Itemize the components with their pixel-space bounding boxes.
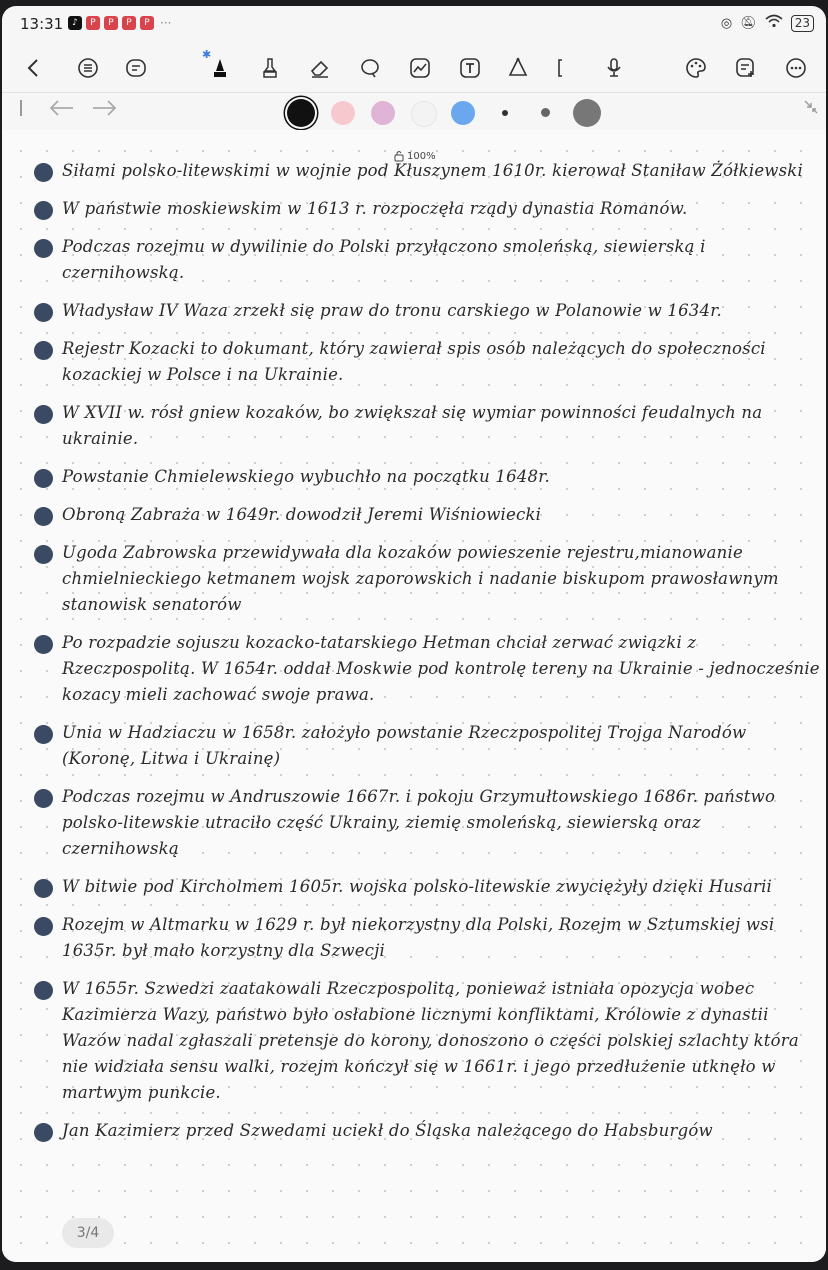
pen-icon[interactable] bbox=[206, 54, 234, 82]
color-swatch-lilac[interactable] bbox=[371, 101, 395, 125]
list-item[interactable] bbox=[32, 464, 822, 490]
collapse-icon[interactable] bbox=[802, 98, 820, 120]
text-recognize-icon[interactable] bbox=[122, 54, 150, 82]
zoom-level: 100% bbox=[407, 150, 436, 162]
bluetooth-pen-icon: ✱ bbox=[202, 48, 212, 61]
note-text: Siłami polsko-litewskimi w wojnie pod Kłuszynem 1610r. kierował Staniław Żółkiewski bbox=[62, 161, 803, 180]
bullet-icon bbox=[34, 239, 53, 258]
bullet-icon bbox=[34, 507, 53, 526]
outline-icon[interactable] bbox=[74, 54, 102, 82]
bullet-icon bbox=[34, 341, 53, 360]
list-item[interactable] bbox=[32, 336, 822, 388]
stroke-size-small[interactable] bbox=[502, 110, 508, 116]
nfc-icon: ◎ bbox=[720, 15, 733, 31]
color-swatch-white[interactable] bbox=[411, 101, 437, 127]
bullet-icon bbox=[34, 545, 53, 564]
battery-indicator: 23 bbox=[791, 15, 814, 32]
note-text: Po rozpadzie sojuszu kozacko-tatarskiego Hetman chciał zerwać związki z Rzeczpospolitą. W 1654r. oddał Moskwie pod kontrolę tereny na Ukrainie - jednocześnie kozacy mieli zachować swoje prawa. bbox=[62, 633, 820, 704]
list-item[interactable] bbox=[32, 784, 822, 862]
bullet-icon bbox=[34, 981, 53, 1000]
note-text: Jan Kazimierz przed Szwedami uciekł do Śląska należącego do Habsburgów bbox=[62, 1121, 713, 1140]
list-item[interactable] bbox=[32, 400, 822, 452]
note-text: Rejestr Kozacki to dokumant, który zawierał spis osób należących do społeczności kozackiej w Polsce i na Ukrainie. bbox=[62, 339, 766, 384]
shape-icon[interactable] bbox=[504, 54, 532, 82]
note-text: W bitwie pod Kircholmem 1605r. wojska polsko-litewskie zwyciężyły dzięki Husarii bbox=[62, 877, 773, 896]
list-item[interactable] bbox=[32, 1118, 822, 1144]
color-swatch-black[interactable] bbox=[287, 99, 315, 127]
highlighter-icon[interactable] bbox=[256, 54, 284, 82]
list-item[interactable] bbox=[32, 502, 822, 528]
notification-icons bbox=[68, 16, 171, 30]
bullet-icon bbox=[34, 405, 53, 424]
wifi-icon bbox=[765, 14, 783, 32]
list-item[interactable] bbox=[32, 874, 822, 900]
pinterest-icon: P bbox=[104, 16, 118, 30]
pinterest-icon: P bbox=[140, 16, 154, 30]
text-box-icon[interactable] bbox=[456, 54, 484, 82]
note-text: W XVII w. rósł gniew kozaków, bo zwiększał się wymiar powinności feudalnych na ukrainie. bbox=[62, 403, 763, 448]
eraser-icon[interactable] bbox=[306, 54, 334, 82]
bullet-icon bbox=[34, 725, 53, 744]
pinterest-icon: P bbox=[122, 16, 136, 30]
edit-note-icon[interactable] bbox=[732, 54, 760, 82]
stroke-size-large[interactable] bbox=[573, 99, 601, 127]
undo-icon[interactable] bbox=[48, 98, 76, 122]
note-text: Rozejm w Altmarku w 1629 r. był niekorzystny dla Polski, Rozejm w Sztumskiej wsi 1635r. był mało korzystny dla Szwecji bbox=[62, 915, 775, 960]
tiktok-icon: ♪ bbox=[68, 16, 82, 30]
bullet-icon bbox=[34, 469, 53, 488]
note-toolbar bbox=[2, 42, 826, 93]
list-item[interactable] bbox=[32, 540, 822, 618]
more-icon[interactable] bbox=[782, 54, 810, 82]
note-text: Powstanie Chmielewskiego wybuchło na początku 1648r. bbox=[62, 467, 550, 486]
redo-icon[interactable] bbox=[90, 98, 118, 122]
mute-icon: 🔕︎ bbox=[740, 15, 757, 31]
bullet-icon bbox=[34, 201, 53, 220]
list-item[interactable] bbox=[32, 630, 822, 708]
palette-icon[interactable] bbox=[682, 54, 710, 82]
more-notifications-icon: ··· bbox=[160, 16, 172, 30]
bullet-icon bbox=[34, 635, 53, 654]
back-icon[interactable] bbox=[20, 54, 48, 82]
list-item[interactable] bbox=[32, 158, 822, 184]
page-indicator[interactable]: 3/4 bbox=[62, 1218, 114, 1248]
microphone-icon[interactable] bbox=[600, 54, 628, 82]
pinterest-icon: P bbox=[86, 16, 100, 30]
tablet-screen bbox=[2, 6, 826, 1262]
notes-list bbox=[32, 158, 822, 1156]
image-icon[interactable] bbox=[406, 54, 434, 82]
note-text: Podczas rozejmu w dywilinie do Polski przyłączono smoleńską, siewierską i czernihowską. bbox=[62, 237, 706, 282]
list-item[interactable] bbox=[32, 912, 822, 964]
list-item[interactable] bbox=[32, 234, 822, 286]
note-text: Unia w Hadziaczu w 1658r. założyło powstanie Rzeczpospolitej Trojga Narodów (Koronę, Litwa i Ukrainę) bbox=[62, 723, 747, 768]
list-item[interactable] bbox=[32, 298, 822, 324]
cursor-icon bbox=[20, 100, 22, 116]
list-item[interactable] bbox=[32, 720, 822, 772]
bullet-icon bbox=[34, 879, 53, 898]
status-right bbox=[721, 14, 814, 32]
note-text: Władysław IV Waza zrzekł się praw do tronu carskiego w Polanowie w 1634r. bbox=[62, 301, 722, 320]
note-text: Ugoda Zabrowska przewidywała dla kozaków powieszenie rejestru,mianowanie chmielnieckiego ketmanem wojsk zaporowskich i nadanie biskupom prawosławnym stanowisk senatorów bbox=[62, 543, 779, 614]
bullet-icon bbox=[34, 303, 53, 322]
bullet-icon bbox=[34, 789, 53, 808]
bullet-icon bbox=[34, 163, 53, 182]
note-text: W 1655r. Szwedzi zaatakowali Rzeczpospolitą, ponieważ istniała opozycja wobec Kazimierza Wazy, państwo było osłabione licznymi konfliktami, Królowie z dynastii Wazów nadal zgłaszali pretensje do korony, donoszono o części polskiej szlachty która nie widziała sensu walki, rozejm kończył się w 1661r. i jego przedłużenie utknęło w martwym punkcie. bbox=[62, 979, 799, 1102]
list-item[interactable] bbox=[32, 976, 822, 1106]
note-text: W państwie moskiewskim w 1613 r. rozpoczęła rządy dynastia Romanów. bbox=[62, 199, 688, 218]
list-item[interactable] bbox=[32, 196, 822, 222]
note-text: Obroną Zabraża w 1649r. dowodził Jeremi Wiśniowiecki bbox=[62, 505, 542, 524]
select-icon[interactable] bbox=[548, 54, 576, 82]
bullet-icon bbox=[34, 1123, 53, 1142]
status-time: 13:31 bbox=[20, 15, 64, 33]
color-swatch-pink[interactable] bbox=[331, 101, 355, 125]
note-text: Podczas rozejmu w Andruszowie 1667r. i pokoju Grzymułtowskiego 1686r. państwo polsko-litewskie utraciło część Ukrainy, ziemię smoleńską, siewierską oraz czernihowską bbox=[62, 787, 776, 858]
bullet-icon bbox=[34, 917, 53, 936]
lasso-icon[interactable] bbox=[356, 54, 384, 82]
stroke-size-medium[interactable] bbox=[541, 108, 550, 117]
status-bar bbox=[2, 6, 826, 42]
color-swatch-blue[interactable] bbox=[451, 101, 475, 125]
